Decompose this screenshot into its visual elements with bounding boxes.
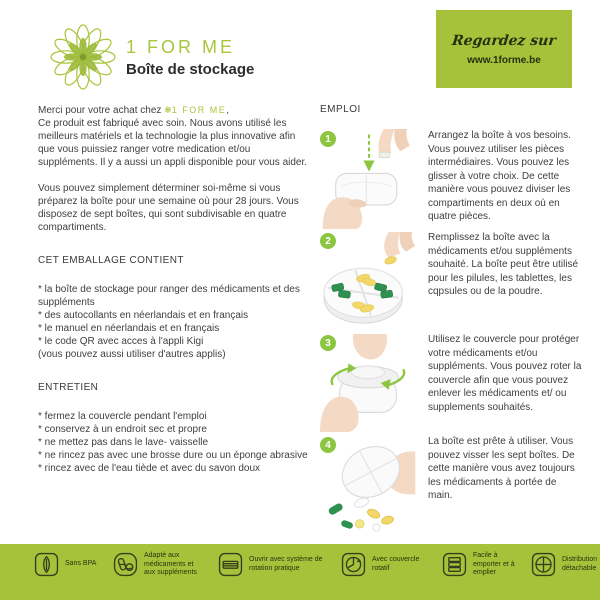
feature-medicaments [113,552,204,578]
step-row-2 [320,231,582,331]
step-number-badge: 4 [320,437,336,453]
step-2-text: Remplissez la boîte avec la médicaments et/ou suppléments souhaité. La boîte peut être utilisé pour les pilules, les tablettes, les cqpsules ou de la poudre. [428,232,579,297]
pour-out-illustration [320,435,418,535]
list-item: * ne rincez pas avec une brosse dure ou un éponge abrasive [38,450,308,461]
care-list [38,410,312,475]
flower-mandala-icon [50,24,116,90]
box-icon [218,552,243,577]
stack-icon [442,552,467,577]
website-link[interactable]: www.1forme.be [467,54,541,66]
inline-flower-icon: ❋ [164,105,172,115]
feature-label: Avec couvercle rotatif [372,556,420,572]
fill-box-illustration [320,231,418,331]
intro-paragraph [38,104,312,169]
paragraph-usage-choice: Vous pouvez simplement déterminer soi-même si vous préparez la boîte pour une semaine où pour 28 jours. Vous disposez de sept boîtes, qui sont subdivisable en quatre compartiments. [38,183,299,233]
leaf-icon [34,552,59,577]
list-item: * rincez avec de l'eau tiède et avec du savon doux [38,463,261,474]
step-row-4 [320,435,582,535]
inline-brand-name: 1 FOR ME [171,105,227,115]
feature-bar [0,544,600,600]
contains-heading: CET EMBALLAGE CONTIENT [38,255,184,266]
step-1-text: Arrangez la boîte à vos besoins. Vous pouvez utiliser les pièces intermédiaires. Vous pouvez les glisser à votre choix. De cette manière vous pouvez diviser les compartiments en deux où en quatre pièces. [428,130,571,222]
step-row-1 [320,129,582,229]
rotate-lid-illustration [320,333,418,433]
rotating-lid-icon [341,552,366,577]
step-4-figure [320,435,418,535]
step-2-figure [320,231,418,331]
list-item: * des autocollants en néerlandais et en français [38,310,249,321]
brand-name: 1 FOR ME [126,36,236,57]
left-column [38,104,312,475]
step-3-text: Utilisez le couvercle pour protéger votre médicaments et/ou suppléments. Vous pouvez roter la couvercle afin que vous pouvez enlever les médicaments et/ ou supplements souhaités. [428,334,582,413]
emploi-heading: EMPLOI [320,104,361,115]
list-item: * la boîte de stockage pour ranger des médicaments et des suppléments [38,284,300,308]
list-item: * le manuel en néerlandais et en français [38,323,220,334]
feature-label: Distribution détachable [562,556,598,572]
list-item: * conservez à un endroit sec et propre [38,424,207,435]
feature-label: Ouvrir avec système de rotation pratique [249,556,323,572]
step-row-3 [320,333,582,433]
right-column [320,104,582,537]
product-title: Boîte de stockage [126,60,255,78]
list-item: * le code QR avec acces à l'appli Kigi [38,336,204,347]
pills-icon [113,552,138,577]
step-number-badge: 3 [320,335,336,351]
step-number-badge: 1 [320,131,336,147]
care-heading: ENTRETIEN [38,382,99,393]
list-item: * ne mettez pas dans le lave- vaisselle [38,437,209,448]
promo-box [436,10,572,88]
feature-emporter [442,552,517,578]
step-3-figure [320,333,418,433]
feature-ouvrir [218,552,327,577]
list-item: * fermez la couvercle pendant l'emploi [38,411,207,422]
brand-logo [50,24,254,90]
list-item: (vous pouvez aussi utiliser d'autres applis) [38,349,226,360]
step-4-text: La boîte est prête à utiliser. Vous pouvez visser les sept boîtes. De cette manière vous avez toujours les médicaments à portée de main. [428,436,575,501]
step-1-figure [320,129,418,229]
feature-distribution [531,552,600,577]
feature-label: Facile à emporter et à emplier [473,552,515,576]
insert-divider-illustration [320,129,418,229]
feature-sans-bpa [34,552,99,577]
intro-body: Ce produit est fabriqué avec soin. Nous avons utilisé les meilleurs matériels et la technologie la plus innovative afin que vous puissiez ranger votre medication et/ou suppléments. Il y a aussi un appli disponible pour vous aider. [38,118,308,168]
promo-script-text: Regardez sur [451,32,557,49]
feature-label: Adapté aux médicaments et aux suppléments [144,552,197,576]
feature-label: Sans BPA [65,560,97,568]
step-number-badge: 2 [320,233,336,249]
compartments-icon [531,552,556,577]
intro-prefix: Merci pour votre achat chez [38,105,162,116]
feature-couvercle [341,552,428,577]
intro-comma: , [226,105,230,116]
contains-list [38,283,312,361]
